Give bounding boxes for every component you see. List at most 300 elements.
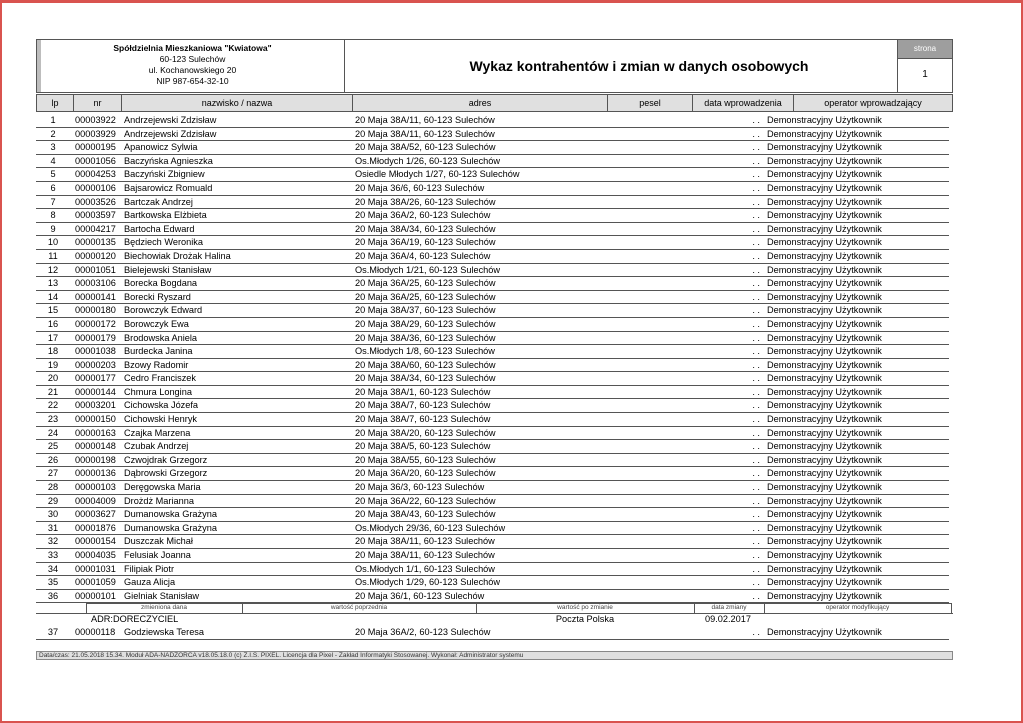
row-lp: 5: [50, 169, 56, 180]
change-value-after: Poczta Polska: [555, 614, 615, 625]
row-nr: 00003106: [75, 278, 116, 289]
column-header-row: [36, 94, 953, 112]
row-nr: 00003597: [75, 210, 116, 221]
row-lp: 33: [47, 550, 59, 560]
row-date: . .: [752, 495, 760, 506]
table-row: [36, 549, 953, 563]
row-nr: 00000103: [75, 482, 116, 493]
row-date: . .: [752, 441, 760, 452]
row-lp: 32: [47, 536, 59, 547]
table-row: [36, 576, 953, 590]
row-operator: Demonstracyjny Użytkownik: [767, 522, 882, 533]
table-row: [36, 304, 953, 318]
row-lp: 7: [50, 196, 56, 207]
row-name: Czubak Andrzej: [124, 441, 189, 452]
row-operator: Demonstracyjny Użytkownik: [767, 182, 882, 193]
report-header: [36, 39, 953, 93]
row-nr: 00004035: [75, 550, 116, 560]
row-date: . .: [752, 627, 760, 638]
row-date: . .: [752, 196, 760, 207]
row-nr: 00003929: [75, 128, 116, 139]
row-lp: 6: [50, 182, 56, 193]
row-address: 20 Maja 36A/25, 60-123 Sulechów: [355, 278, 496, 289]
row-operator: Demonstracyjny Użytkownik: [767, 386, 882, 397]
row-operator: Demonstracyjny Użytkownik: [767, 155, 882, 166]
row-address: 20 Maja 38A/11, 60-123 Sulechów: [355, 115, 495, 125]
change-subheader-topline: [86, 603, 951, 604]
company-city: 60-123 Sulechów: [159, 54, 226, 64]
row-date: . .: [752, 305, 760, 316]
row-underline: [36, 639, 73, 640]
row-date: . .: [752, 550, 760, 560]
row-address: 20 Maja 38A/34, 60-123 Sulechów: [355, 223, 496, 234]
table-row: [36, 563, 953, 577]
row-operator: Demonstracyjny Użytkownik: [767, 509, 882, 520]
row-name: Bartkowska Elżbieta: [124, 210, 207, 221]
row-date: . .: [752, 359, 760, 370]
row-nr: 00001038: [75, 346, 116, 357]
row-nr: 00001051: [75, 264, 116, 275]
row-date: . .: [752, 386, 760, 397]
table-row: [36, 182, 953, 196]
row-name: Bajsarowicz Romuald: [124, 182, 213, 193]
row-nr: 00001056: [75, 155, 116, 166]
row-operator: Demonstracyjny Użytkownik: [767, 536, 882, 547]
row-date: . .: [752, 346, 760, 357]
row-address: 20 Maja 36A/20, 60-123 Sulechów: [355, 468, 496, 479]
row-date: . .: [752, 482, 760, 493]
row-address: 20 Maja 38A/36, 60-123 Sulechów: [355, 332, 496, 343]
row-lp: 14: [47, 291, 59, 302]
row-operator: Demonstracyjny Użytkownik: [767, 427, 882, 438]
row-name: Borecki Ryszard: [124, 291, 191, 302]
row-lp: 26: [47, 454, 59, 465]
row-date: . .: [752, 509, 760, 520]
row-operator: Demonstracyjny Użytkownik: [767, 250, 882, 261]
row-name: Baczyńska Agnieszka: [124, 155, 213, 166]
row-underline: [799, 639, 949, 640]
row-address: Os.Młodych 1/8, 60-123 Sulechów: [355, 346, 495, 357]
row-nr: 00004253: [75, 169, 116, 180]
row-date: . .: [752, 128, 760, 139]
row-date: . .: [752, 291, 760, 302]
row-address: 20 Maja 38A/34, 60-123 Sulechów: [355, 373, 496, 384]
row-nr: 00000180: [75, 305, 116, 316]
row-address: 20 Maja 36/1, 60-123 Sulechów: [355, 590, 485, 601]
row-nr: 00003526: [75, 196, 116, 207]
row-name: Godziewska Teresa: [124, 627, 205, 638]
row-address: 20 Maja 38A/7, 60-123 Sulechów: [355, 414, 491, 425]
change-col-prev: wartość poprzednia: [330, 604, 388, 612]
company-street: ul. Kochanowskiego 20: [148, 65, 237, 75]
row-address: 20 Maja 38A/1, 60-123 Sulechów: [355, 386, 491, 397]
row-date: . .: [752, 563, 760, 574]
row-date: . .: [752, 400, 760, 411]
row-operator: Demonstracyjny Użytkownik: [767, 210, 882, 221]
col-pesel: pesel: [608, 95, 693, 111]
row-lp: 17: [47, 332, 59, 343]
table-row: [36, 236, 953, 250]
row-name: Chmura Longina: [124, 386, 192, 397]
row-date: . .: [752, 536, 760, 547]
row-name: Burdecka Janina: [124, 346, 193, 357]
row-lp: 25: [47, 441, 59, 452]
row-nr: 00000150: [75, 414, 116, 425]
row-address: 20 Maja 38A/11, 60-123 Sulechów: [355, 128, 495, 139]
table-row: [36, 440, 953, 454]
column-separator: [951, 603, 952, 613]
row-lp: 24: [47, 427, 59, 438]
column-separator: [694, 603, 695, 613]
row-date: . .: [752, 278, 760, 289]
row-lp: 9: [50, 223, 56, 234]
row-lp: 15: [47, 305, 59, 316]
row-date: . .: [752, 169, 760, 180]
row-address: Os.Młodych 29/36, 60-123 Sulechów: [355, 522, 506, 533]
row-name: Bzowy Radomir: [124, 359, 189, 370]
row-date: . .: [752, 454, 760, 465]
row-date: . .: [752, 250, 760, 261]
table-row: [36, 372, 953, 386]
row-lp: 36: [47, 590, 59, 601]
table-row: [36, 626, 953, 640]
row-address: 20 Maja 36A/2, 60-123 Sulechów: [355, 627, 491, 638]
row-lp: 13: [47, 278, 59, 289]
row-nr: 00000198: [75, 454, 116, 465]
company-nip: NIP 987-654-32-10: [156, 76, 229, 86]
row-address: 20 Maja 38A/11, 60-123 Sulechów: [355, 536, 495, 547]
row-operator: Demonstracyjny Użytkownik: [767, 373, 882, 384]
row-date: . .: [752, 318, 760, 329]
row-nr: 00003627: [75, 509, 116, 520]
row-name: Andrzejewski Zdzisław: [124, 115, 217, 125]
table-row: [36, 427, 953, 441]
row-date: . .: [752, 373, 760, 384]
row-address: Os.Młodych 1/21, 60-123 Sulechów: [355, 264, 501, 275]
row-lp: 31: [47, 522, 59, 533]
change-col-date: data zmiany: [711, 604, 747, 612]
row-address: 20 Maja 36/6, 60-123 Sulechów: [355, 182, 485, 193]
row-date: . .: [752, 590, 760, 601]
row-name: Bielejewski Stanisław: [124, 264, 212, 275]
row-address: 20 Maja 36/3, 60-123 Sulechów: [355, 482, 485, 493]
row-date: . .: [752, 115, 760, 125]
row-name: Borecka Bogdana: [124, 278, 198, 289]
row-nr: 00000120: [75, 250, 116, 261]
row-date: . .: [752, 427, 760, 438]
row-nr: 00004009: [75, 495, 116, 506]
company-name: Spółdzielnia Mieszkaniowa "Kwiatowa": [113, 43, 272, 53]
row-date: . .: [752, 522, 760, 533]
row-operator: Demonstracyjny Użytkownik: [767, 169, 882, 180]
row-address: 20 Maja 38A/5, 60-123 Sulechów: [355, 441, 491, 452]
change-value-changed: ADR:DORECZYCIEL: [91, 614, 179, 625]
window-border-top: [0, 0, 1023, 3]
col-lp: lp: [37, 95, 74, 111]
company-block: [41, 40, 345, 92]
table-row: [36, 223, 953, 237]
row-date: . .: [752, 468, 760, 479]
row-lp: 35: [47, 577, 59, 588]
row-nr: 00000118: [75, 627, 116, 638]
row-nr: 00001059: [75, 577, 116, 588]
row-lp: 11: [48, 250, 58, 261]
table-row: [36, 522, 953, 536]
row-date: . .: [752, 182, 760, 193]
row-operator: Demonstracyjny Użytkownik: [767, 482, 882, 493]
row-operator: Demonstracyjny Użytkownik: [767, 590, 882, 601]
row-operator: Demonstracyjny Użytkownik: [767, 332, 882, 343]
row-operator: Demonstracyjny Użytkownik: [767, 128, 882, 139]
change-col-after: wartość po zmianie: [557, 604, 613, 612]
row-date: . .: [752, 142, 760, 153]
row-lp: 29: [47, 495, 59, 506]
row-operator: Demonstracyjny Użytkownik: [767, 223, 882, 234]
row-nr: 00000177: [75, 373, 116, 384]
row-operator: Demonstracyjny Użytkownik: [767, 414, 882, 425]
row-address: 20 Maja 36A/22, 60-123 Sulechów: [355, 495, 496, 506]
row-nr: 00000144: [75, 386, 116, 397]
table-row: [36, 454, 953, 468]
column-separator: [86, 603, 87, 613]
row-operator: Demonstracyjny Użytkownik: [767, 563, 882, 574]
row-address: 20 Maja 38A/20, 60-123 Sulechów: [355, 427, 496, 438]
row-nr: 00000203: [75, 359, 116, 370]
table-row: [36, 264, 953, 278]
row-address: 20 Maja 38A/55, 60-123 Sulechów: [355, 454, 496, 465]
row-name: Drożdż Marianna: [124, 495, 194, 506]
table-row: [36, 590, 953, 604]
column-separator: [764, 603, 765, 613]
table-row: [36, 386, 953, 400]
row-operator: Demonstracyjny Użytkownik: [767, 400, 882, 411]
row-operator: Demonstracyjny Użytkownik: [767, 346, 882, 357]
row-name: Bartocha Edward: [124, 223, 195, 234]
row-operator: Demonstracyjny Użytkownik: [767, 359, 882, 370]
row-lp: 22: [47, 400, 59, 411]
row-address: Os.Młodych 1/26, 60-123 Sulechów: [355, 155, 501, 166]
row-name: Gielniak Stanisław: [124, 590, 200, 601]
row-lp: 27: [47, 468, 59, 479]
row-lp: 23: [47, 414, 59, 425]
table-row: [36, 318, 953, 332]
row-nr: 00003922: [75, 115, 116, 125]
row-date: . .: [752, 264, 760, 275]
row-lp: 20: [47, 373, 59, 384]
table-row: [36, 413, 953, 427]
row-address: 20 Maja 38A/29, 60-123 Sulechów: [355, 318, 496, 329]
row-name: Będziech Weronika: [124, 237, 203, 248]
row-name: Cichowska Józefa: [124, 400, 199, 411]
row-operator: Demonstracyjny Użytkownik: [767, 495, 882, 506]
row-address: 20 Maja 36A/4, 60-123 Sulechów: [355, 250, 491, 261]
table-row: [36, 114, 953, 128]
row-address: Os.Młodych 1/29, 60-123 Sulechów: [355, 577, 501, 588]
row-date: . .: [752, 577, 760, 588]
row-name: Felusiak Joanna: [124, 550, 191, 560]
row-nr: 00000101: [75, 590, 116, 601]
row-address: 20 Maja 36A/19, 60-123 Sulechów: [355, 237, 496, 248]
row-name: Dąbrowski Grzegorz: [124, 468, 208, 479]
row-address: 20 Maja 36A/2, 60-123 Sulechów: [355, 210, 491, 221]
row-date: . .: [752, 155, 760, 166]
row-lp: 10: [47, 237, 59, 248]
table-row: [36, 141, 953, 155]
row-operator: Demonstracyjny Użytkownik: [767, 291, 882, 302]
row-lp: 12: [47, 264, 59, 275]
row-address: 20 Maja 38A/52, 60-123 Sulechów: [355, 142, 496, 153]
row-nr: 00000163: [75, 427, 116, 438]
row-date: . .: [752, 210, 760, 221]
row-underline: [73, 639, 390, 640]
row-name: Czwojdrak Grzegorz: [124, 454, 208, 465]
report-title: Wykaz kontrahentów i zmian w danych osobowych: [469, 58, 809, 74]
row-operator: Demonstracyjny Użytkownik: [767, 196, 882, 207]
table-row: [36, 250, 953, 264]
row-nr: 00000154: [75, 536, 116, 547]
page-box: [897, 39, 953, 93]
row-date: . .: [752, 223, 760, 234]
row-operator: Demonstracyjny Użytkownik: [767, 550, 882, 560]
col-address: adres: [353, 95, 608, 111]
row-address: 20 Maja 38A/43, 60-123 Sulechów: [355, 509, 496, 520]
row-operator: Demonstracyjny Użytkownik: [767, 264, 882, 275]
table-row: [36, 332, 953, 346]
row-nr: 00004217: [75, 223, 116, 234]
change-col-changed: zmieniona dana: [141, 604, 187, 612]
row-name: Dumanowska Grażyna: [124, 522, 217, 533]
report-footer: Data/czas: 21.05.2018 15.34. Moduł ADA-NADZORCA v18.05.18.0 (c) Z.I.S. PIXEL. Licencja dla Pixel - Zakład Informatyki Stosowanej. Wykonał: Administrator systemu: [36, 651, 953, 660]
row-nr: 00000106: [75, 182, 116, 193]
row-name: Andrzejewski Zdzisław: [124, 128, 217, 139]
row-date: . .: [752, 414, 760, 425]
column-separator: [242, 603, 243, 613]
row-operator: Demonstracyjny Użytkownik: [767, 115, 882, 125]
row-operator: Demonstracyjny Użytkownik: [767, 627, 882, 638]
row-lp: 30: [47, 509, 59, 520]
row-address: 20 Maja 38A/7, 60-123 Sulechów: [355, 400, 491, 411]
column-separator: [476, 603, 477, 613]
row-address: 20 Maja 36A/25, 60-123 Sulechów: [355, 291, 496, 302]
row-operator: Demonstracyjny Użytkownik: [767, 441, 882, 452]
row-operator: Demonstracyjny Użytkownik: [767, 577, 882, 588]
row-operator: Demonstracyjny Użytkownik: [767, 278, 882, 289]
change-row: [36, 613, 953, 626]
row-nr: 00000135: [75, 237, 116, 248]
row-lp: 16: [47, 318, 59, 329]
row-name: Cedro Franciszek: [124, 373, 196, 384]
page-number: 1: [922, 69, 928, 80]
table-row: [36, 155, 953, 169]
table-row: [36, 209, 953, 223]
col-date: data wprowadzenia: [693, 95, 794, 111]
row-name: Duszczak Michał: [124, 536, 193, 547]
row-nr: 00001031: [75, 563, 116, 574]
row-address: 20 Maja 38A/26, 60-123 Sulechów: [355, 196, 496, 207]
row-lp: 34: [47, 563, 59, 574]
row-address: Os.Młodych 1/1, 60-123 Sulechów: [355, 563, 495, 574]
row-lp: 4: [50, 155, 56, 166]
table-row: [36, 345, 953, 359]
row-address: 20 Maja 38A/37, 60-123 Sulechów: [355, 305, 496, 316]
row-lp: 3: [50, 142, 56, 153]
page-label: strona: [898, 40, 952, 59]
row-date: . .: [752, 332, 760, 343]
row-lp: 28: [47, 482, 59, 493]
table-row: [36, 467, 953, 481]
row-name: Baczyński Zbigniew: [124, 169, 205, 180]
table-row: [36, 508, 953, 522]
col-operator: operator wprowadzający: [824, 98, 922, 108]
row-lp: 37: [47, 627, 59, 638]
table-row: [36, 277, 953, 291]
col-name: nazwisko / nazwa: [122, 95, 353, 111]
row-underline: [769, 639, 799, 640]
row-lp: 2: [50, 128, 56, 139]
row-operator: Demonstracyjny Użytkownik: [767, 305, 882, 316]
row-nr: 00000141: [75, 291, 116, 302]
table-row: [36, 399, 953, 413]
row-date: . .: [752, 237, 760, 248]
change-col-operator: operator modyfikujący: [825, 604, 890, 612]
row-address: 20 Maja 38A/60, 60-123 Sulechów: [355, 359, 496, 370]
row-name: Biechowiak Drożak Halina: [124, 250, 231, 261]
row-nr: 00000136: [75, 468, 116, 479]
row-lp: 21: [47, 386, 59, 397]
table-row: [36, 128, 953, 142]
row-lp: 18: [47, 346, 59, 357]
col-nr: nr: [74, 95, 122, 111]
row-name: Borowczyk Ewa: [124, 318, 189, 329]
row-name: Filipiak Piotr: [124, 563, 175, 574]
row-nr: 00000179: [75, 332, 116, 343]
row-operator: Demonstracyjny Użytkownik: [767, 318, 882, 329]
row-name: Borowczyk Edward: [124, 305, 203, 316]
row-nr: 00000148: [75, 441, 116, 452]
row-nr: 00000195: [75, 142, 116, 153]
row-name: Czajka Marzena: [124, 427, 191, 438]
row-nr: 00001876: [75, 522, 116, 533]
change-subheader: [36, 603, 953, 613]
row-lp: 1: [50, 115, 56, 125]
table-row: [36, 481, 953, 495]
change-value-date: 09.02.2017: [705, 614, 751, 625]
row-name: Apanowicz Sylwia: [124, 142, 198, 153]
row-name: Bartczak Andrzej: [124, 196, 193, 207]
row-operator: Demonstracyjny Użytkownik: [767, 468, 882, 479]
data-table: [36, 114, 953, 640]
row-name: Gauza Alicja: [124, 577, 176, 588]
table-row: [36, 535, 953, 549]
row-name: Deręgowska Maria: [124, 482, 201, 493]
row-operator: Demonstracyjny Użytkownik: [767, 237, 882, 248]
row-nr: 00003201: [75, 400, 116, 411]
change-row-bottomline: [36, 613, 953, 614]
row-operator: Demonstracyjny Użytkownik: [767, 454, 882, 465]
row-address: Osiedle Młodych 1/27, 60-123 Sulechów: [355, 169, 520, 180]
row-address: 20 Maja 38A/11, 60-123 Sulechów: [355, 550, 495, 560]
row-lp: 19: [47, 359, 59, 370]
row-underline: [389, 639, 770, 640]
row-name: Dumanowska Grażyna: [124, 509, 217, 520]
row-name: Brodowska Aniela: [124, 332, 198, 343]
row-name: Cichowski Henryk: [124, 414, 198, 425]
row-operator: Demonstracyjny Użytkownik: [767, 142, 882, 153]
table-row: [36, 196, 953, 210]
table-row: [36, 359, 953, 373]
row-nr: 00000172: [75, 318, 116, 329]
table-row: [36, 495, 953, 509]
